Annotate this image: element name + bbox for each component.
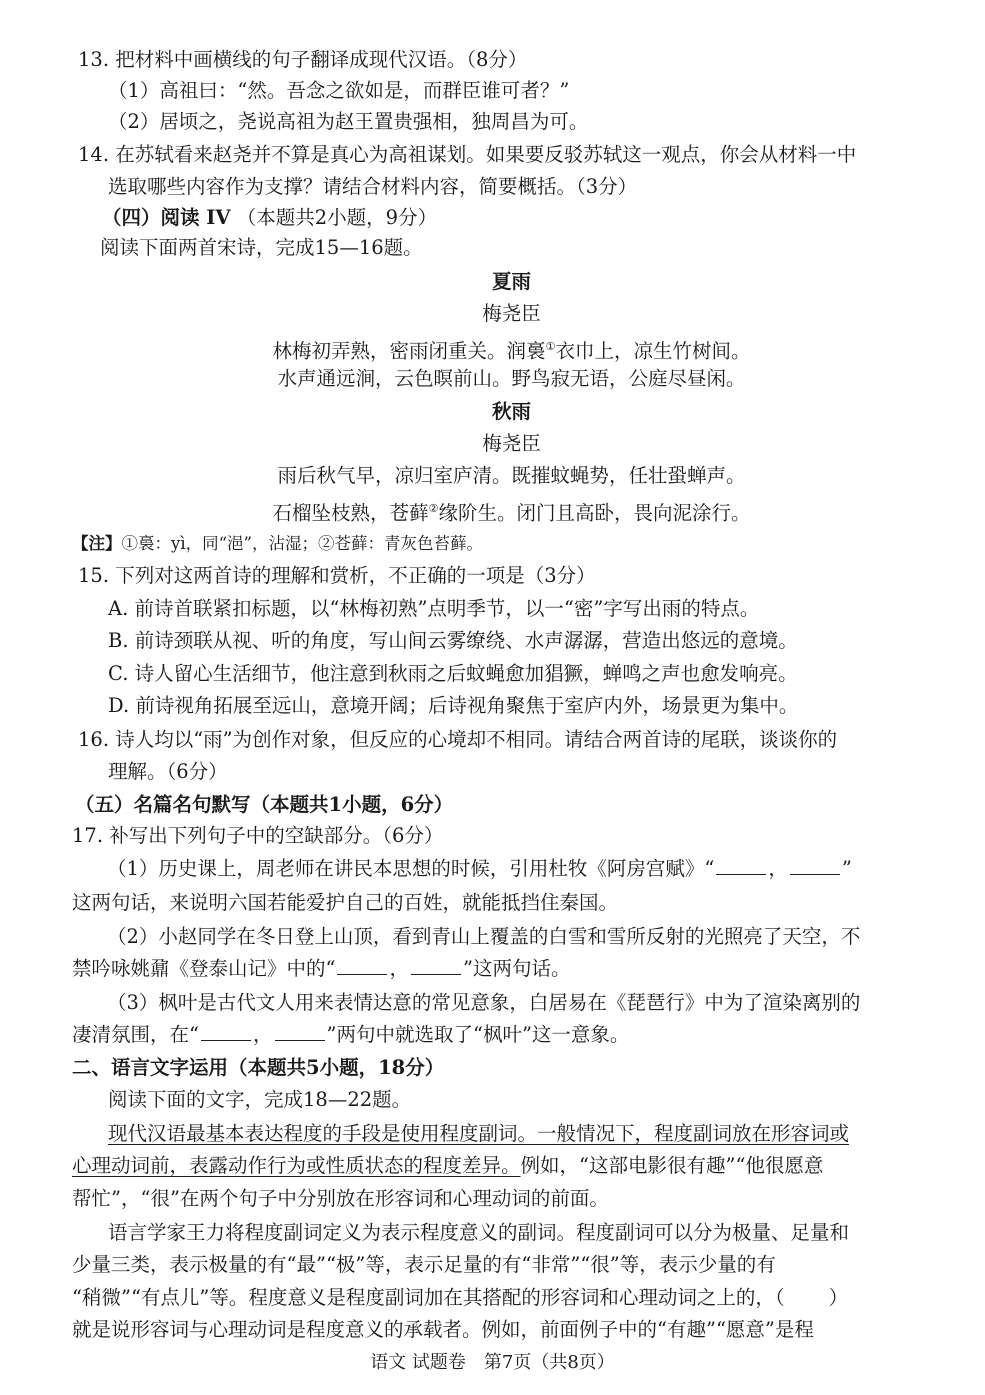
- poem2-line-2: [19, 496, 985, 527]
- footnote-marker-2: ②: [428, 502, 439, 515]
- passage-p2-line-1: 语言学家王力将程度副词定义为表示程度意义的副词。程度副词可以分为极量、足量和: [108, 1221, 850, 1244]
- q17-item-2: （2）小赵同学在冬日登上山顶，看到青山上覆盖的白雪和雪所反射的光照亮了天空，不: [107, 925, 861, 948]
- part2-heading: 二、语言文字运用（本题共5小题，18分）: [72, 1056, 445, 1079]
- q14-line-1: 14. 在苏轼看来赵尧并不算是真心为高祖谋划。如果要反驳苏轼这一观点，你会从材料一中: [78, 143, 857, 166]
- poem1-author: 梅尧臣: [482, 302, 541, 325]
- q17-item-3-text: 凄清氛围，在“: [72, 1023, 199, 1046]
- q16-line-1: 16. 诗人均以“雨”为创作对象，但反应的心境却不相同。请结合两首诗的尾联，谈谈你的: [78, 728, 838, 751]
- q13-title: 13. 把材料中画横线的句子翻译成现代汉语。（8分）: [78, 48, 528, 71]
- poem2-title: 秋雨: [491, 400, 531, 423]
- q17-item-1-cont: 这两句话，来说明六国若能爱护自己的百姓，就能抵挡住秦国。: [72, 891, 619, 914]
- answer-blank[interactable]: [275, 1022, 325, 1041]
- passage-p1-line-2-rest: 例如，“这部电影很有趣”“他很愿意: [520, 1154, 824, 1177]
- q16-line-2: 理解。（6分）: [108, 760, 228, 783]
- poem1-line-1: [19, 334, 985, 365]
- part2-intro: 阅读下面的文字，完成18—22题。: [108, 1088, 412, 1111]
- q15-option-c: C. 诗人留心生活细节，他注意到秋雨之后蚊蝇愈加猖獗，蝉鸣之声也愈发响亮。: [108, 662, 798, 685]
- note-label: 【注】: [72, 534, 122, 553]
- q17-item-2-cont: [72, 956, 570, 982]
- page-footer: 语文 试题卷 第7页（共8页）: [370, 1352, 615, 1373]
- poem2-line-2a: 石榴坠枝熟，苍藓: [272, 501, 429, 525]
- poem1-line-1a: 林梅初弄熟，密雨闭重关。润裛: [272, 339, 546, 363]
- poem1-line-1b: 衣巾上，凉生竹树间。: [555, 339, 751, 363]
- passage-p1-line-1: 现代汉语最基本表达程度的手段是使用程度副词。一般情况下，程度副词放在形容词或: [108, 1122, 850, 1145]
- q17-item-3-cont: [72, 1022, 629, 1048]
- quote-close: ”: [841, 857, 852, 880]
- answer-blank[interactable]: [201, 1022, 251, 1041]
- q17-item-3: （3）枫叶是古代文人用来表情达意的常见意象，白居易在《琵琶行》中为了渲染离别的: [107, 991, 861, 1014]
- q15-option-b: B. 前诗颈联从视、听的角度，写山间云雾缭绕、水声潺潺，营造出悠远的意境。: [108, 629, 798, 652]
- poem1-line-2: 水声通远涧，云色暝前山。野鸟寂无语，公庭尽昼闲。: [277, 367, 746, 390]
- comma: ，: [389, 957, 409, 980]
- poem2-line-1: 雨后秋气早，凉归室庐清。既摧蚊蝇势，任壮蛩蝉声。: [277, 464, 746, 487]
- comma: ，: [768, 857, 788, 880]
- note-text: ①裛：yì，同“浥”，沾湿；②苍藓：青灰色苔藓。: [121, 534, 483, 553]
- passage-p2-line-3-text: “稍微”“有点儿”等。程度意义是程度副词加在其搭配的形容词和心理动词之上的，（: [72, 1286, 785, 1309]
- passage-p2-line-4: 就是说形容词与心理动词是程度意义的承载者。例如，前面例子中的“有趣”“愿意”是程: [72, 1318, 814, 1341]
- q13-sentence-1: （1）高祖曰：“然。吾念之欲如是，而群臣谁可者？”: [108, 79, 570, 102]
- q17-item-2-text: 禁吟咏姚鼐《登泰山记》中的“: [72, 957, 336, 980]
- poem-notes: [72, 531, 483, 557]
- poem1-title: 夏雨: [491, 270, 531, 293]
- q15-option-d: D. 前诗视角拓展至远山，意境开阔；后诗视角聚焦于室庐内外，场景更为集中。: [108, 694, 799, 717]
- q17-title: 17. 补写出下列句子中的空缺部分。（6分）: [72, 824, 444, 847]
- section4-title: （四）阅读 IV: [102, 206, 231, 229]
- section4-intro: 阅读下面两首宋诗，完成15—16题。: [100, 236, 423, 259]
- q13-sentence-2: （2）居顷之，尧说高祖为赵王置贵强相，独周昌为可。: [108, 110, 589, 133]
- underlined-sentence: 心理动词前，表露动作行为或性质状态的程度差异。: [72, 1154, 521, 1177]
- paren-close: ）: [828, 1286, 849, 1309]
- q15-title: 15. 下列对这两首诗的理解和赏析，不正确的一项是（3分）: [78, 564, 596, 587]
- answer-blank[interactable]: [411, 956, 461, 975]
- poem2-author: 梅尧臣: [482, 432, 541, 455]
- answer-blank[interactable]: [337, 956, 387, 975]
- q17-item-2-end: ”这两句话。: [463, 957, 571, 980]
- section4-heading: [102, 205, 437, 231]
- q15-option-a: A. 前诗首联紧扣标题，以“林梅初熟”点明季节，以一“密”字写出雨的特点。: [108, 597, 760, 620]
- section4-note: （本题共2小题，9分）: [236, 206, 438, 229]
- comma: ，: [252, 1023, 273, 1046]
- q17-item-1: [107, 856, 852, 882]
- section5-heading: （五）名篇名句默写（本题共1小题，6分）: [75, 793, 454, 816]
- passage-p1-line-3: 帮忙”，“很”在两个句子中分别放在形容词和心理动词的前面。: [72, 1187, 609, 1210]
- poem2-line-2b: 缘阶生。闭门且高卧，畏向泥涂行。: [438, 501, 751, 525]
- footnote-marker-1: ①: [545, 340, 556, 353]
- answer-blank[interactable]: [790, 856, 840, 875]
- q17-item-3-end: ”两句中就选取了“枫叶”这一意象。: [326, 1023, 630, 1046]
- q14-line-2: 选取哪些内容作为支撑？请结合材料内容，简要概括。（3分）: [108, 175, 638, 198]
- passage-p2-line-3: [72, 1285, 848, 1311]
- answer-blank[interactable]: [716, 856, 766, 875]
- q17-item-1-text: （1）历史课上，周老师在讲民本思想的时候，引用杜牧《阿房宫赋》“: [107, 857, 715, 880]
- passage-p2-line-2: 少量三类，表示极量的有“最”“极”等，表示足量的有“非常”“很”等，表示少量的有: [72, 1253, 776, 1276]
- passage-p1-line-2: [72, 1153, 823, 1179]
